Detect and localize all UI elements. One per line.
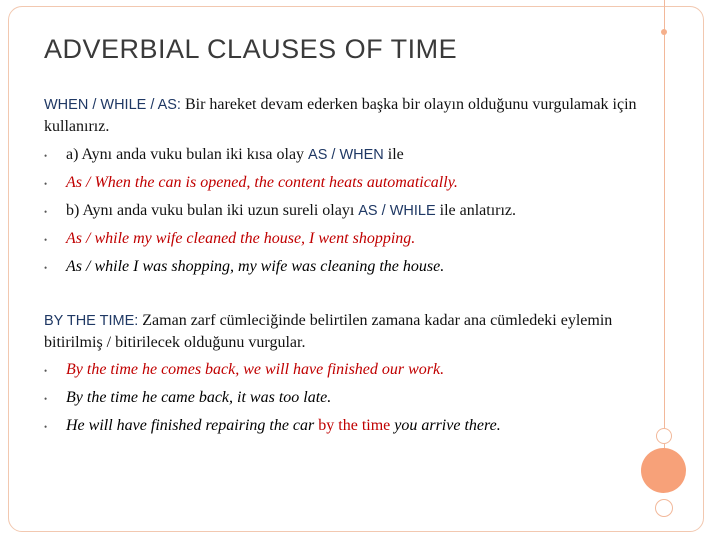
section2-paragraph	[44, 310, 644, 353]
list-item	[44, 257, 516, 285]
example-sentence: As / while my wife cleaned the house, I went shopping.	[66, 230, 416, 247]
list-item	[44, 229, 516, 257]
list-item	[44, 201, 516, 229]
item-keyword: AS / WHEN	[308, 147, 384, 163]
bullet-icon: •	[44, 179, 48, 189]
example-sentence: By the time he comes back, we will have finished our work.	[66, 361, 445, 378]
decor-circle-small	[656, 428, 672, 444]
bullet-icon: •	[44, 235, 48, 245]
item-text: b) Aynı anda vuku bulan iki uzun sureli olayı	[66, 202, 359, 219]
section1-text: Bir hareket devam ederken başka bir olayın olduğunu vurgulamak için kullanırız.	[44, 96, 637, 135]
decor-dot-top	[661, 29, 667, 35]
decor-circle-bottom	[655, 499, 673, 517]
section2-keyword: BY THE TIME:	[44, 313, 139, 329]
list-item	[44, 173, 516, 201]
slide-title: ADVERBIAL CLAUSES OF TIME	[44, 34, 458, 64]
bullet-icon: •	[44, 263, 48, 273]
bullet-icon: •	[44, 207, 48, 217]
list-item	[44, 145, 516, 173]
item-text-end: ile anlatırız.	[435, 202, 517, 219]
list-item	[44, 360, 501, 388]
decor-circle-large	[641, 448, 686, 493]
list-when-while	[44, 145, 516, 285]
section1-keyword: WHEN / WHILE / AS:	[44, 97, 181, 113]
highlight-phrase: by the time	[318, 417, 391, 434]
example-sentence: As / When the can is opened, the content heats automatically.	[66, 174, 458, 191]
bullet-icon: •	[44, 366, 48, 376]
example-sentence: As / while I was shopping, my wife was cleaning the house.	[66, 258, 445, 275]
example-sentence-end: you arrive there.	[390, 417, 501, 434]
section1-paragraph	[44, 94, 644, 137]
bullet-icon: •	[44, 394, 48, 404]
bullet-icon: •	[44, 422, 48, 432]
section2-text: Zaman zarf cümleciğinde belirtilen zamana kadar ana cümledeki eylemin bitirilmiş / bitirilecek olduğunu vurgular.	[44, 312, 613, 351]
item-text-end: ile	[383, 146, 404, 163]
decor-rail	[664, 0, 665, 450]
bullet-icon: •	[44, 151, 48, 161]
example-sentence: He will have finished repairing the car	[66, 417, 319, 434]
item-keyword: AS / WHILE	[358, 203, 436, 219]
list-item	[44, 388, 501, 416]
example-sentence: By the time he came back, it was too late.	[66, 389, 332, 406]
list-item	[44, 416, 501, 444]
list-by-the-time	[44, 360, 501, 444]
item-text: a) Aynı anda vuku bulan iki kısa olay	[66, 146, 309, 163]
